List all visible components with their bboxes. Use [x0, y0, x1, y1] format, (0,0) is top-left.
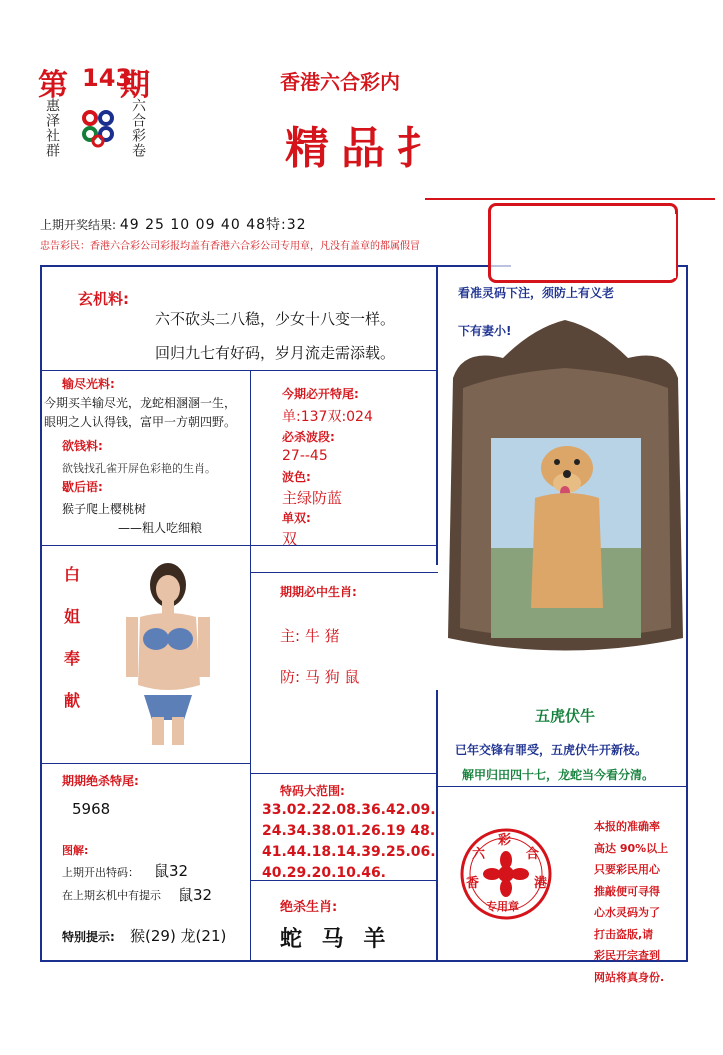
accuracy-line: 网站将真身份. [594, 970, 665, 984]
divider [250, 572, 438, 573]
divider [40, 763, 250, 764]
left-vertical-text: 惠泽社群 [44, 98, 60, 158]
previous-result-label: 上期开奖结果: [40, 218, 117, 232]
shujin-title: 输尽光料: [62, 377, 115, 391]
yuqian-line-1: 欲钱找孔雀开屏色彩艳的生肖。 [62, 462, 216, 475]
fanwei-row-2: 24.34.38.01.26.19 48. [262, 823, 436, 839]
bose-value: 27--45 [282, 448, 328, 464]
tujie-line-1-label: 上期开出特码： [62, 866, 139, 879]
xuanji-title: 玄机料: [78, 290, 129, 308]
header-divider [425, 198, 715, 200]
headline: 香港六合彩内 [280, 70, 400, 94]
accuracy-line: 高达 90%以上 [594, 841, 669, 855]
fanwei-row-1: 33.02.22.08.36.42.09. [262, 802, 436, 818]
jueshasheng-title: 绝杀生肖: [280, 900, 338, 915]
xiehou-line-1: 猴子爬上樱桃树 [62, 502, 147, 516]
seal-text-zhuanyongzhang: 专用章 [486, 900, 519, 913]
divider [40, 545, 438, 546]
jueshasheng-value: 蛇 马 羊 [280, 927, 392, 952]
right-poem-2: 解甲归田四十七，龙蛇当今看分清。 [462, 768, 655, 782]
tujie-line-2-label: 在上期玄机中有提示 [62, 889, 161, 902]
right-caption: 五虎伏牛 [535, 707, 596, 725]
ornate-frame-dog-picture [443, 318, 688, 658]
right-poem-1: 已年交锋有罪受，五虎伏牛开新枝。 [455, 743, 648, 757]
bite-danshuang: 单:137双:024 [282, 409, 373, 425]
zhongte-title: 期期必中生肖: [280, 585, 357, 599]
color-title: 波色: [282, 470, 311, 484]
divider [250, 773, 438, 774]
issue-number: 143 [82, 64, 133, 92]
danshuang-value: 双 [282, 530, 298, 548]
jueshawei-title: 期期绝杀特尾: [62, 774, 139, 788]
big-title: 精品扌 [285, 123, 453, 174]
divider [436, 786, 688, 787]
divider [250, 370, 251, 960]
issue-label-di: 第 [38, 68, 68, 103]
bose-title: 必杀波段: [282, 430, 335, 444]
zhongte-main: 主: 牛 猪 [280, 627, 340, 645]
previous-result [40, 214, 307, 234]
xiehou-title: 歇后语: [62, 480, 103, 494]
top-stamp-overlay [488, 203, 678, 283]
accuracy-notes [594, 816, 686, 988]
bite-title: 今期必开特尾: [282, 387, 359, 401]
xuanji-line-1: 六不砍头二八稳，少女十八变一样。 [155, 310, 396, 328]
color-value: 主绿防蓝 [282, 489, 343, 507]
accuracy-line: 本报的准确率 [594, 820, 660, 833]
accuracy-line: 只要彩民用心 [594, 863, 660, 876]
accuracy-line: 推敲便可寻得 [594, 884, 660, 898]
side-char-1: 白 [64, 565, 81, 584]
yuqian-title: 欲钱料: [62, 439, 103, 453]
tishi-title: 特别提示: [62, 930, 115, 944]
seal-char-gang: 港 [534, 876, 548, 891]
accuracy-line: 心水灵码为了 [594, 906, 660, 919]
warning-notice: 忠告彩民：香港六合彩公司彩报均盖有香港六合彩公司专用章，凡没有盖章的都属假冒 [40, 241, 420, 252]
tujie-line-1-value: 鼠32 [154, 862, 189, 880]
tujie-line-2-value: 鼠32 [178, 886, 213, 904]
side-char-2: 姐 [64, 607, 81, 626]
shujin-line-2: 眼明之人认得钱，富甲一方朝四野。 [44, 415, 237, 429]
seal-char-he: 合 [526, 847, 540, 862]
right-line-2: 下有妻小! [458, 324, 512, 338]
tujie-title: 图解: [62, 844, 89, 857]
seal-char-cai: 彩 [498, 833, 512, 848]
divider [40, 370, 438, 371]
issue-label-qi: 期 [120, 68, 150, 103]
xiehou-line-2: ——粗人吃细粮 [118, 521, 203, 535]
fanwei-row-4: 40.29.20.10.46. [262, 865, 387, 881]
tishi-value: 猴(29) 龙(21) [130, 927, 227, 945]
fanwei-row-3: 41.44.18.14.39.25.06. [262, 844, 436, 860]
right-vertical-text: 六合彩卷 [130, 98, 146, 158]
divider [436, 690, 438, 962]
previous-result-numbers: 49 25 10 09 40 48特:32 [119, 217, 307, 233]
xuanji-line-2: 回归九七有好码，岁月流走需添载。 [155, 344, 396, 362]
rings-logo-icon [80, 108, 116, 148]
fanwei-title: 特码大范围: [280, 784, 345, 798]
divider [436, 265, 438, 565]
shujin-line-1: 今期买羊输尽光，龙蛇相溷溷一生， [44, 396, 237, 410]
seal-char-xiang: 香 [466, 876, 480, 891]
right-line-1: 看准灵码下注，须防上有义老 [458, 286, 615, 300]
zhongte-fang: 防: 马 狗 鼠 [280, 668, 360, 686]
accuracy-line: 打击盗版,请 [594, 927, 654, 941]
accuracy-line: 彩民开宗查到 [594, 949, 660, 962]
jueshawei-value: 5968 [72, 800, 111, 818]
seal-char-liu: 六 [472, 847, 486, 862]
side-char-4: 献 [64, 691, 81, 710]
model-photo [118, 555, 214, 745]
side-char-3: 奉 [64, 649, 81, 668]
danshuang-title: 单双: [282, 511, 311, 525]
